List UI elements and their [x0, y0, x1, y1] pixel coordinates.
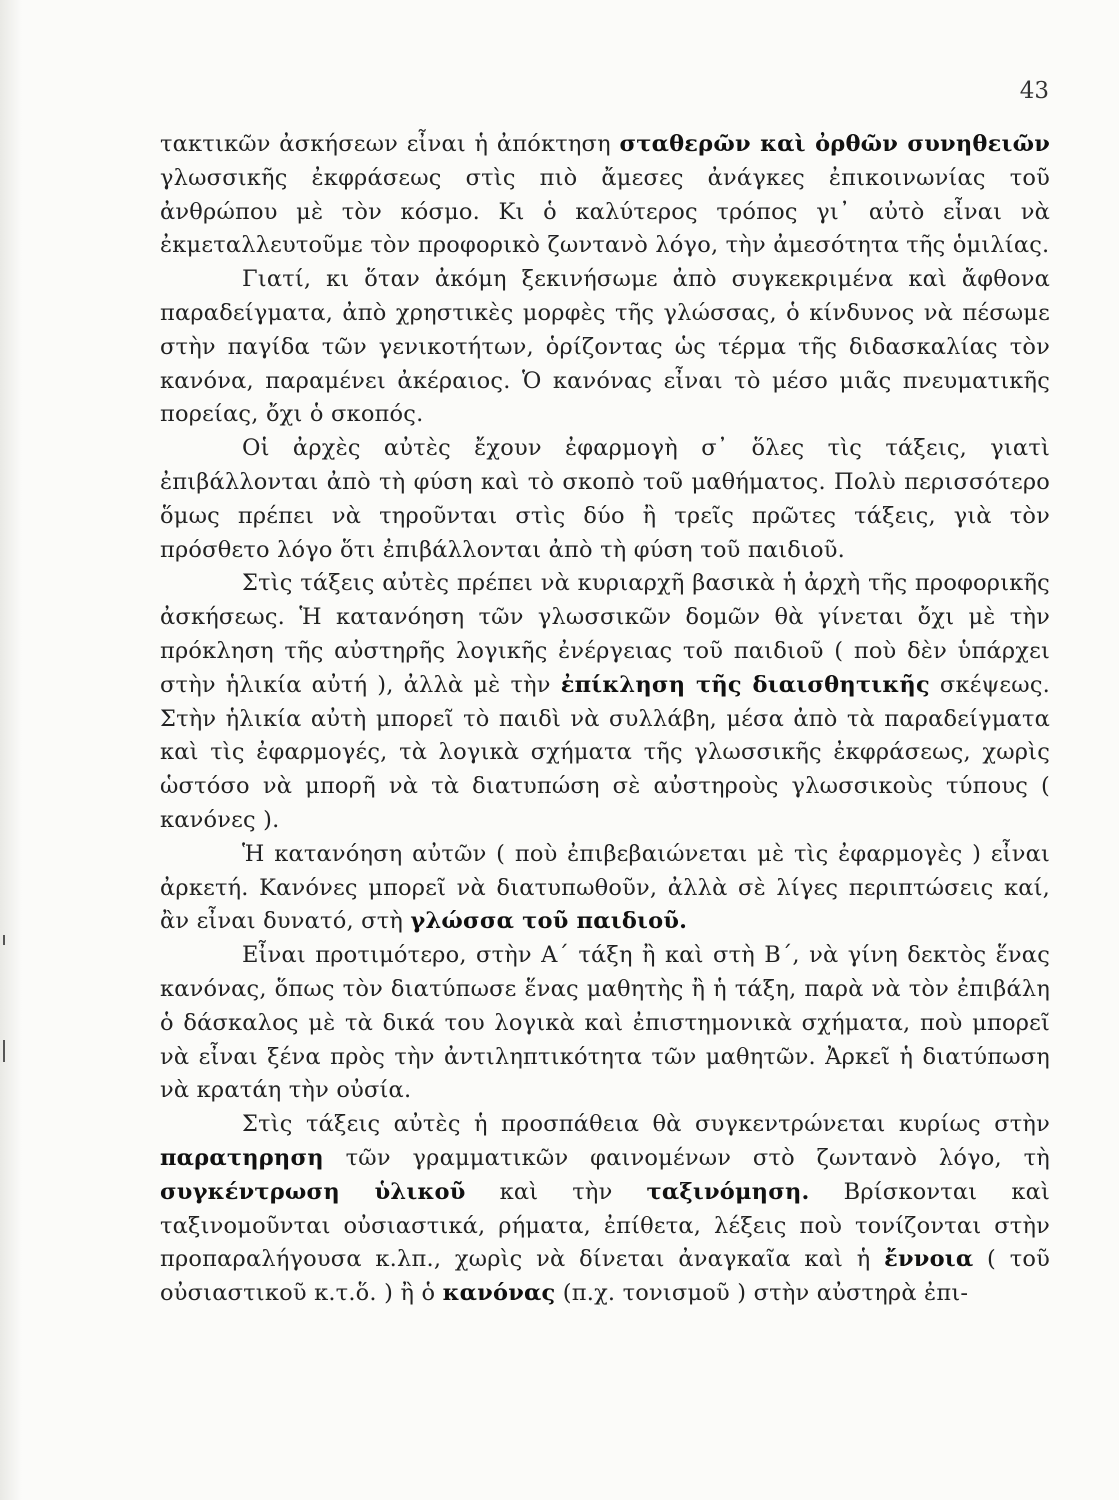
text-run: Στὶς τάξεις αὐτὲς ἡ προσπάθεια θὰ συγκεντρώνεται κυρίως στὴν [242, 1111, 1050, 1138]
text-run: γλωσσικῆς ἐκφράσεως στὶς πιὸ ἄμεσες ἀνάγκες ἐπικοινωνίας τοῦ ἀνθρώπου μὲ τὸν κόσμο. Κι ὁ καλύτερος τρόπος γι᾿ αὐτὸ εἶναι νὰ ἐκμεταλλευτοῦμε τὸν προφορικὸ ζωντανὸ λόγο, τὴν ἀμεσότητα τῆς ὁμιλίας. [160, 164, 1050, 259]
text-run: καὶ τὴν [465, 1178, 647, 1205]
bold-phrase: ταξινόμηση. [646, 1178, 810, 1205]
page-number: 43 [1019, 78, 1049, 104]
bold-phrase: συγκέντρωση ὑλικοῦ [160, 1178, 466, 1205]
paragraph [160, 128, 1050, 263]
paragraph [160, 1108, 1050, 1311]
paragraph [160, 939, 1050, 1108]
paragraph [160, 263, 1050, 432]
text-run: σκέψεως. Στὴν ἡλικία αὐτὴ μπορεῖ τὸ παιδὶ νὰ συλλάβη, μέσα ἀπὸ τὰ παραδείγματα καὶ τὶς ἐφαρμογές, τὰ λογικὰ σχήματα τῆς γλωσσικῆς ἐκφράσεως, χωρὶς ὡστόσο νὰ μπορῆ νὰ τὰ διατυπώση σὲ αὐστηροὺς γλωσσικοὺς τύπους ( κανόνες ). [160, 671, 1050, 833]
bold-phrase: κανόνας [442, 1280, 556, 1307]
text-run: τῶν γραμματικῶν φαινομένων στὸ ζωντανὸ λόγο, τὴ [323, 1144, 1050, 1171]
bold-phrase: παρατηρηση [160, 1144, 324, 1171]
margin-mark [3, 1040, 5, 1062]
text-run: Βρίσκονται καὶ ταξινομοῦνται οὐσιαστικά, ρήματα, ἐπίθετα, λέξεις ποὺ τονίζονται στὴν προπαραλήγουσα κ.λπ., χωρὶς νὰ δίνεται ἀναγκαῖα καὶ ἡ [160, 1178, 1050, 1273]
bold-phrase: σταθερῶν καὶ ὀρθῶν συνηθειῶν [619, 131, 1051, 157]
page-edge-shadow [0, 0, 22, 1500]
text-run: (π.χ. τονισμοῦ ) στὴν αὐστηρὰ ἐπι- [555, 1280, 969, 1307]
bold-phrase: ἐπίκληση τῆς διαισθητικῆς [560, 671, 930, 698]
text-run: Γιατί, κι ὅταν ἀκόμη ξεκινήσωμε ἀπὸ συγκεκριμένα καὶ ἄφθονα παραδείγματα, ἀπὸ χρηστικὲς μορφὲς τῆς γλώσσας, ὁ κίνδυνος νὰ πέσωμε στὴν παγίδα τῶν γενικοτήτων, ὁρίζοντας ὡς τέρμα τῆς διδασκαλίας τὸν κανόνα, παραμένει ἀκέραιος. Ὁ κανόνας εἶναι τὸ μέσο μιᾶς πνευματικῆς πορείας, ὄχι ὁ σκοπός. [160, 266, 1050, 428]
text-run: τακτικῶν ἀσκήσεων εἶναι ἡ ἀπόκτηση [160, 131, 620, 157]
paragraph [160, 432, 1050, 567]
paragraph [160, 567, 1050, 837]
text-run: Οἱ ἀρχὲς αὐτὲς ἔχουν ἐφαρμογὴ σ᾿ ὅλες τὶς τάξεις, γιατὶ ἐπιβάλλονται ἀπὸ τὴ φύση καὶ τὸ σκοπὸ τοῦ μαθήματος. Πολὺ περισσότερο ὅμως πρέπει νὰ τηροῦνται στὶς δύο ἢ τρεῖς πρῶτες τάξεις, γιὰ τὸν πρόσθετο λόγο ὅτι ἐπιβάλλονται ἀπὸ τὴ φύση τοῦ παιδιοῦ. [160, 435, 1050, 563]
text-run: Ἡ κατανόηση αὐτῶν ( ποὺ ἐπιβεβαιώνεται μὲ τὶς ἐφαρμογὲς ) εἶναι ἀρκετή. Κανόνες μπορεῖ νὰ διατυπωθοῦν, ἀλλὰ σὲ λίγες περιπτώσεις καί, ἂν εἶναι δυνατό, στὴ [160, 840, 1050, 935]
bold-phrase: ἔννοια [884, 1246, 974, 1273]
text-run: ( τοῦ οὐσιαστικοῦ κ.τ.ὅ. ) ἢ ὁ [160, 1246, 1050, 1307]
text-run: Εἶναι προτιμότερο, στὴν Α΄ τάξη ἢ καὶ στὴ Β΄, νὰ γίνη δεκτὸς ἕνας κανόνας, ὅπως τὸν διατύπωσε ἕνας μαθητὴς ἢ ἡ τάξη, παρὰ νὰ τὸν ἐπιβάλη ὁ δάσκαλος μὲ τὰ δικά του λογικὰ καὶ ἐπιστημονικὰ σχήματα, ποὺ μπορεῖ νὰ εἶναι ξένα πρὸς τὴν ἀντιληπτικότητα τῶν μαθητῶν. Ἀρκεῖ ἡ διατύπωση νὰ κρατάη τὴν οὐσία. [160, 942, 1050, 1104]
text-run: Στὶς τάξεις αὐτὲς πρέπει νὰ κυριαρχῆ βασικὰ ἡ ἀρχὴ τῆς προφορικῆς ἀσκήσεως. Ἡ κατανόηση τῶν γλωσσικῶν δομῶν θὰ γίνεται ὄχι μὲ τὴν πρόκληση τῆς αὐστηρῆς λογικῆς ἐνέργειας τοῦ παιδιοῦ ( ποὺ δὲν ὑπάρχει στὴν ἡλικία αὐτή ), ἀλλὰ μὲ τὴν [160, 570, 1050, 698]
margin-mark [3, 935, 5, 945]
page-body [160, 128, 1050, 1311]
paragraph [160, 838, 1050, 939]
bold-phrase: γλώσσα τοῦ παιδιοῦ. [410, 908, 688, 935]
